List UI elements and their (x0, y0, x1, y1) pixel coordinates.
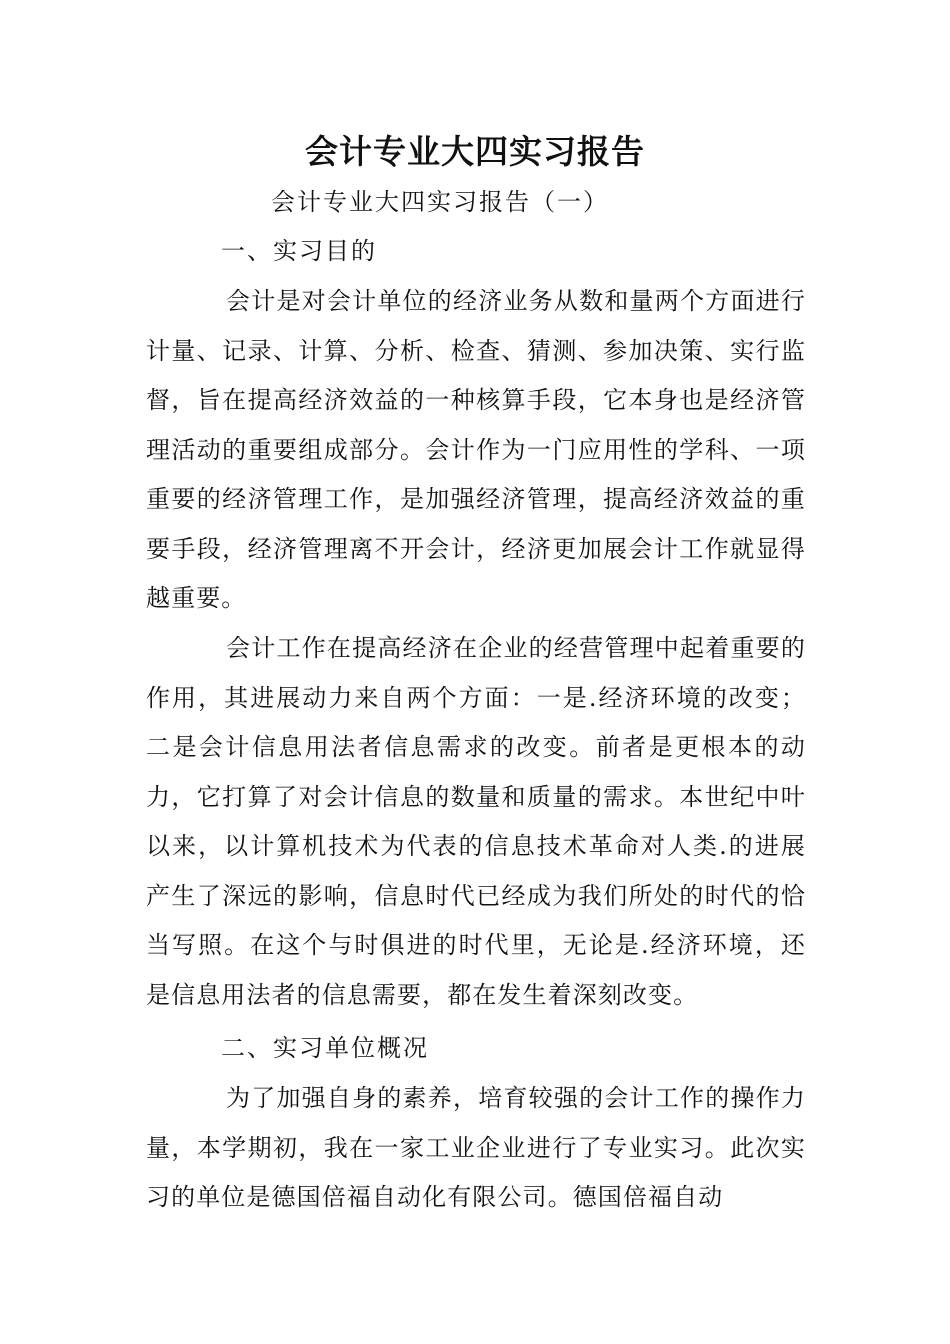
document-title: 会计专业大四实习报告 (305, 132, 645, 171)
section-heading-unit-overview: 二、实习单位概况 (221, 1034, 429, 1062)
section-heading-purpose: 一、实习目的 (221, 237, 377, 265)
document-subtitle: 会计专业大四实习报告（一） (271, 188, 609, 216)
paragraph-purpose: 会计是对会计单位的经济业务从数和量两个方面进行计量、记录、计算、分析、检查、猜测、参加决策、实行监督，旨在提高经济效益的一种核算手段，它本身也是经济管理活动的重要组成部分。会计作为一门应用性的学科、一项重要的经济管理工作，是加强经济管理，提高经济效益的重要手段，经济管理离不开会计，经济更加展会计工作就显得越重要。 (146, 287, 806, 612)
paragraph-development: 会计工作在提高经济在企业的经营管理中起着重要的作用，其进展动力来自两个方面：一是.经济环境的改变；二是会计信息用法者信息需求的改变。前者是更根本的动力，它打算了对会计信息的数量和质量的需求。本世纪中叶以来，以计算机技术为代表的信息技术革命对人类.的进展产生了深远的影响，信息时代已经成为我们所处的时代的恰当写照。在这个与时俱进的时代里，无论是.经济环境，还是信息用法者的信息需要，都在发生着深刻改变。 (146, 634, 806, 1009)
paragraph-unit-overview: 为了加强自身的素养，培育较强的会计工作的操作力量，本学期初，我在一家工业企业进行了专业实习。此次实习的单位是德国倍福自动化有限公司。德国倍福自动 (146, 1084, 806, 1211)
